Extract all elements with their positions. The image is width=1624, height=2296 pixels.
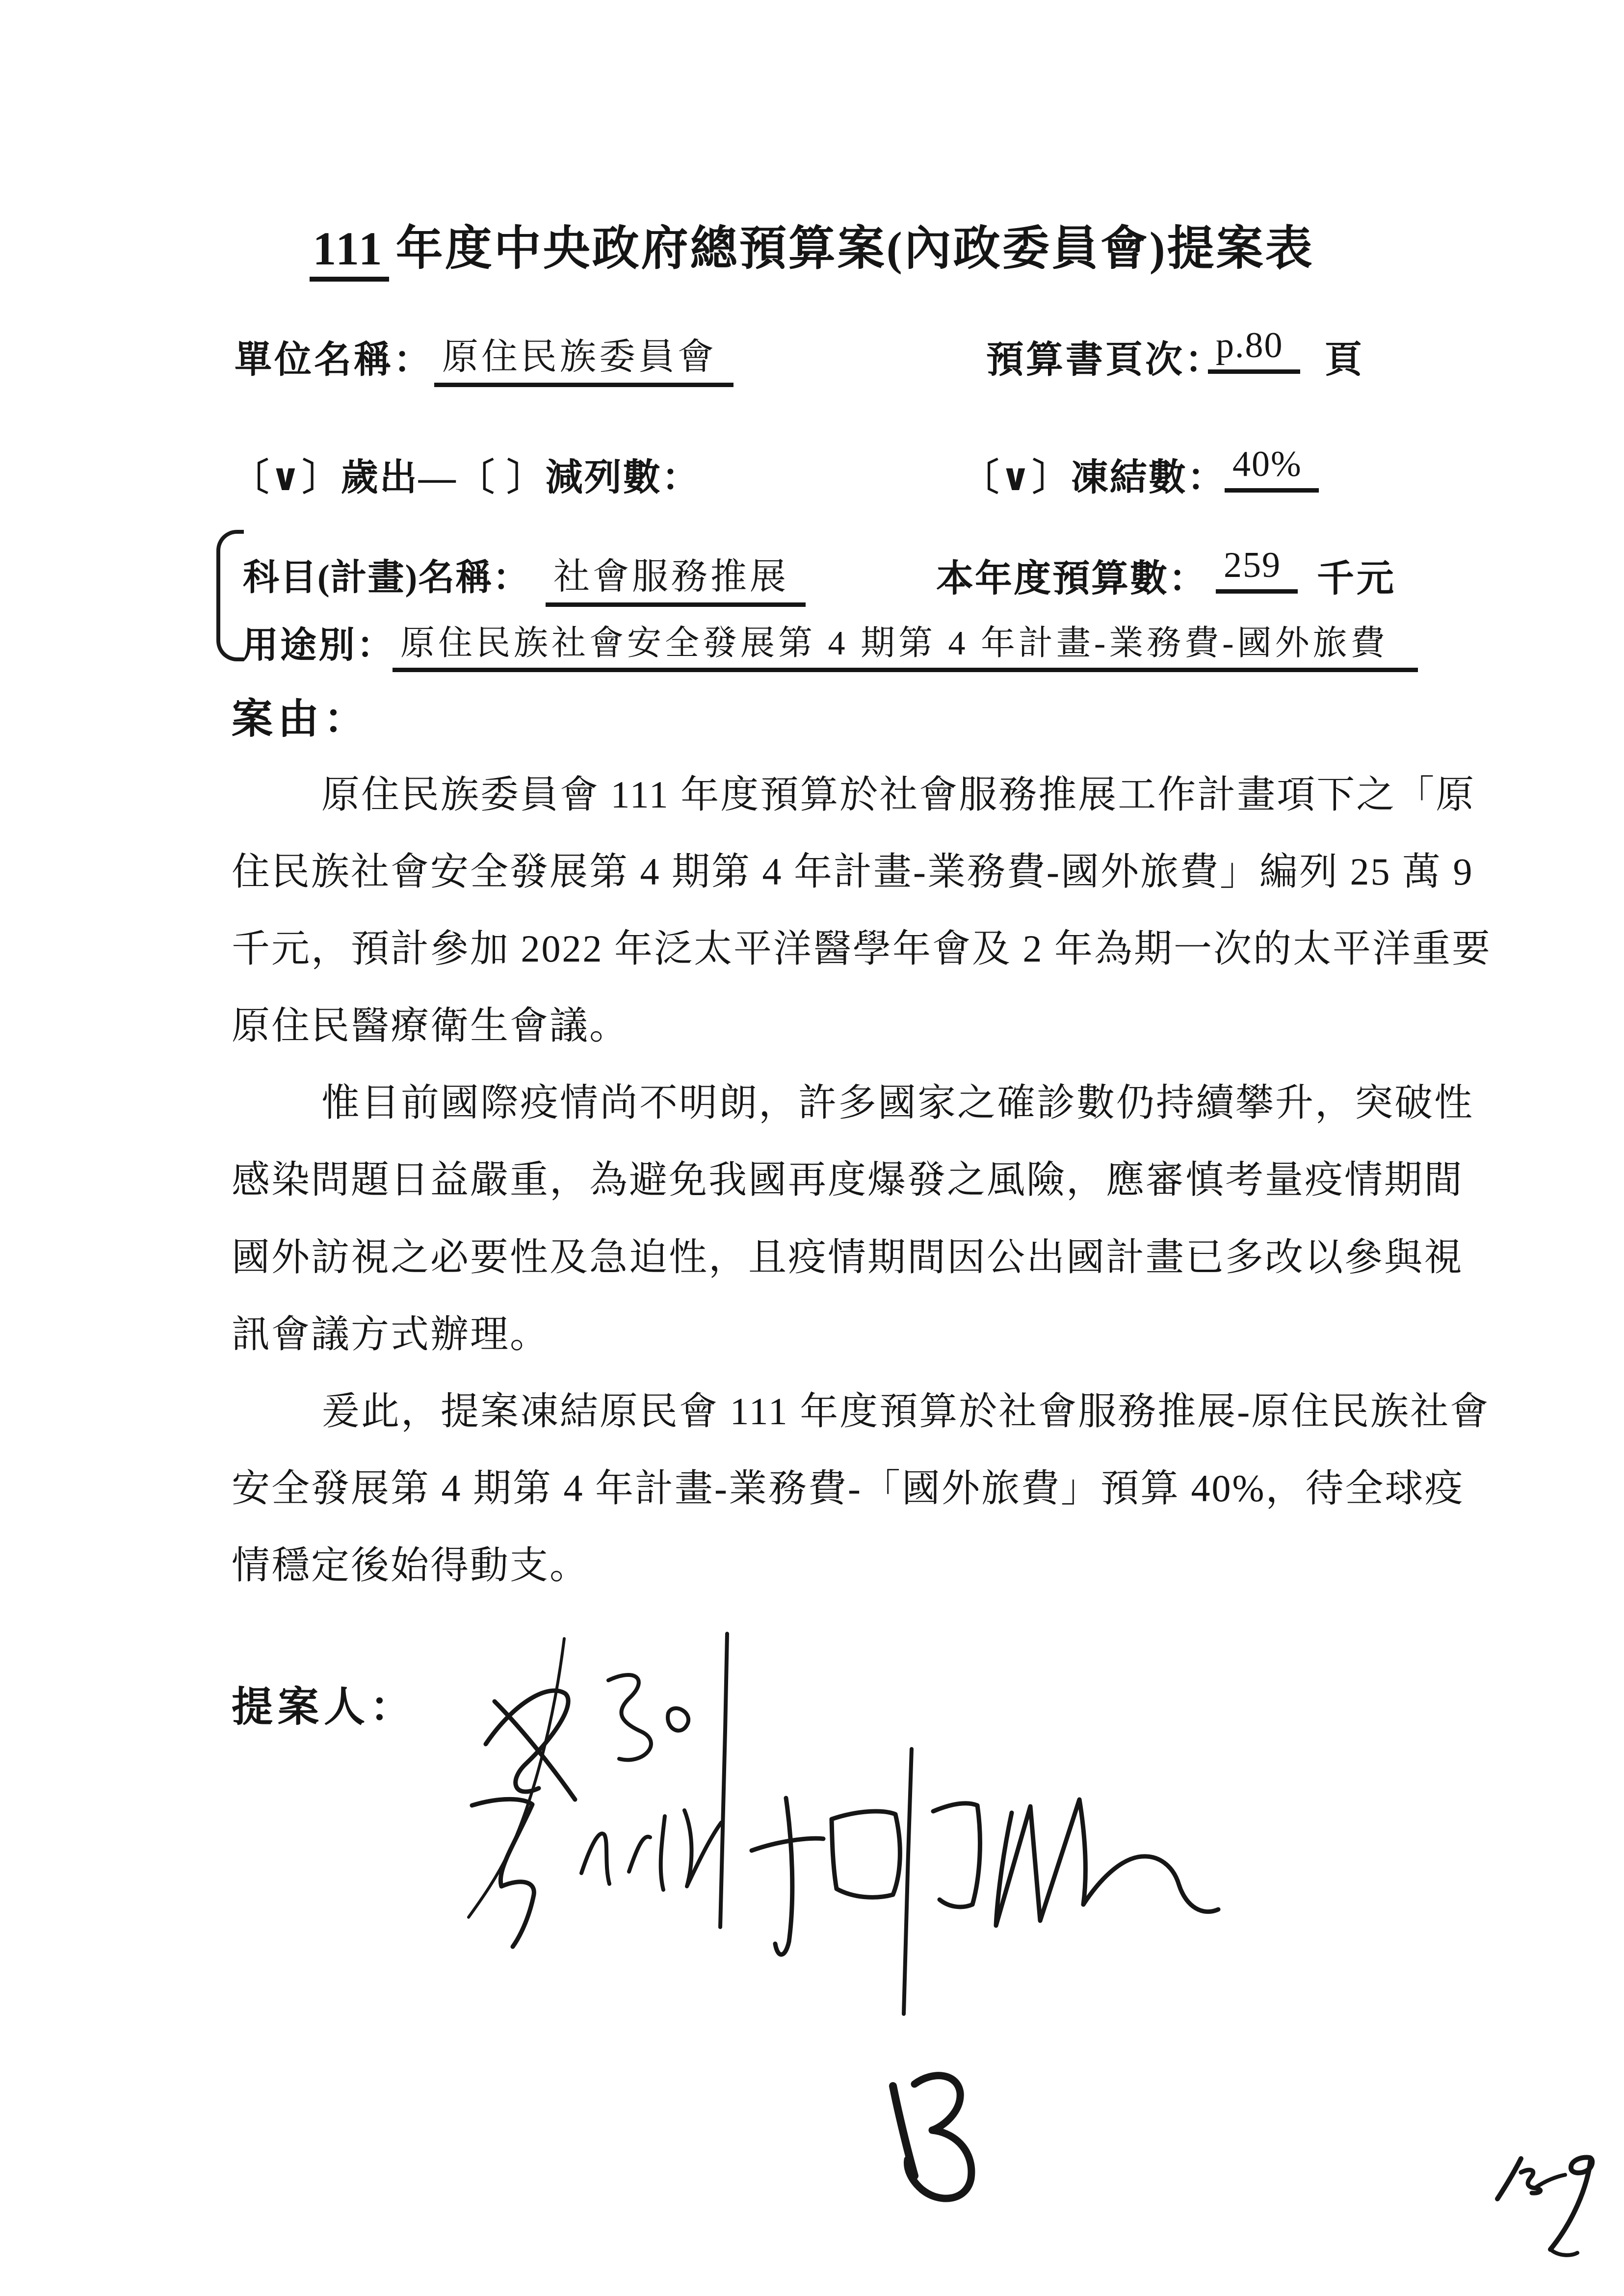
case-paragraph-line: 原住民醫療衛生會議。 (232, 1004, 629, 1047)
freeze-value: 40% (1225, 444, 1319, 493)
title-text: 年度中央政府總預算案(內政委員會)提案表 (395, 222, 1314, 275)
current-year-budget-label: 本年度預算數： (936, 558, 1207, 600)
case-paragraph-line: 爰此，提案凍結原民會 111 年度預算於社會服務推展-原住民族社會 (321, 1390, 1490, 1433)
budget-book-page-suffix: 頁 (1325, 339, 1364, 381)
purpose-type-value: 原住民族社會安全發展第 4 期第 4 年計畫-業務費-國外旅費 (393, 615, 1418, 672)
case-paragraph-line: 千元，預計參加 2022 年泛太平洋醫學年會及 2 年為期一次的太平洋重要 (232, 927, 1492, 970)
case-paragraph-line: 原住民族委員會 111 年度預算於社會服務推展工作計畫項下之「原 (321, 773, 1476, 816)
case-reason-heading: 案由： (232, 697, 370, 742)
purpose-type-label: 用途別： (242, 626, 395, 666)
case-paragraph-line: 訊會議方式辦理。 (232, 1313, 550, 1356)
proposer-label: 提案人： (232, 1685, 417, 1730)
case-paragraph-line: 感染問題日益嚴重，為避免我國再度爆發之風險，應審慎考量疫情期間 (232, 1158, 1464, 1201)
current-year-budget-unit: 千元 (1317, 558, 1396, 600)
subject-plan-name-label: 科目(計畫)名稱： (243, 558, 530, 598)
budget-book-page-value: p.80 (1208, 325, 1300, 374)
case-paragraph-line: 住民族社會安全發展第 4 期第 4 年計畫-業務費-國外旅費」編列 25 萬 9 (232, 850, 1474, 893)
subject-plan-name-value: 社會服務推展 (546, 548, 806, 607)
budget-book-page-label: 預算書頁次： (986, 339, 1225, 381)
case-paragraph-line: 安全發展第 4 期第 4 年計畫-業務費-「國外旅費」預算 40%，待全球疫 (232, 1467, 1465, 1510)
freeze-checkbox-label: 〔∨〕凍結數： (962, 457, 1226, 498)
unit-name-value: 原住民族委員會 (434, 328, 733, 387)
expenditure-reduction-checkbox-row: 〔∨〕歲出—〔 〕減列數： (232, 457, 701, 498)
current-year-budget-value: 259 (1216, 545, 1298, 594)
case-paragraph-line: 國外訪視之必要性及急迫性，且疫情期間因公出國計畫已多改以參與視 (232, 1236, 1464, 1278)
case-paragraph-line: 情穩定後始得動支。 (232, 1544, 590, 1587)
handwritten-number-159 (1497, 2157, 1592, 2255)
case-paragraph-line: 惟目前國際疫情尚不明朗，許多國家之確診數仍持續攀升，突破性 (321, 1081, 1474, 1124)
handwritten-number-13 (893, 2076, 971, 2198)
unit-name-label: 單位名稱： (235, 339, 433, 381)
proposer-signature (469, 1634, 1218, 2014)
title-year-underlined: 111 (310, 221, 389, 282)
